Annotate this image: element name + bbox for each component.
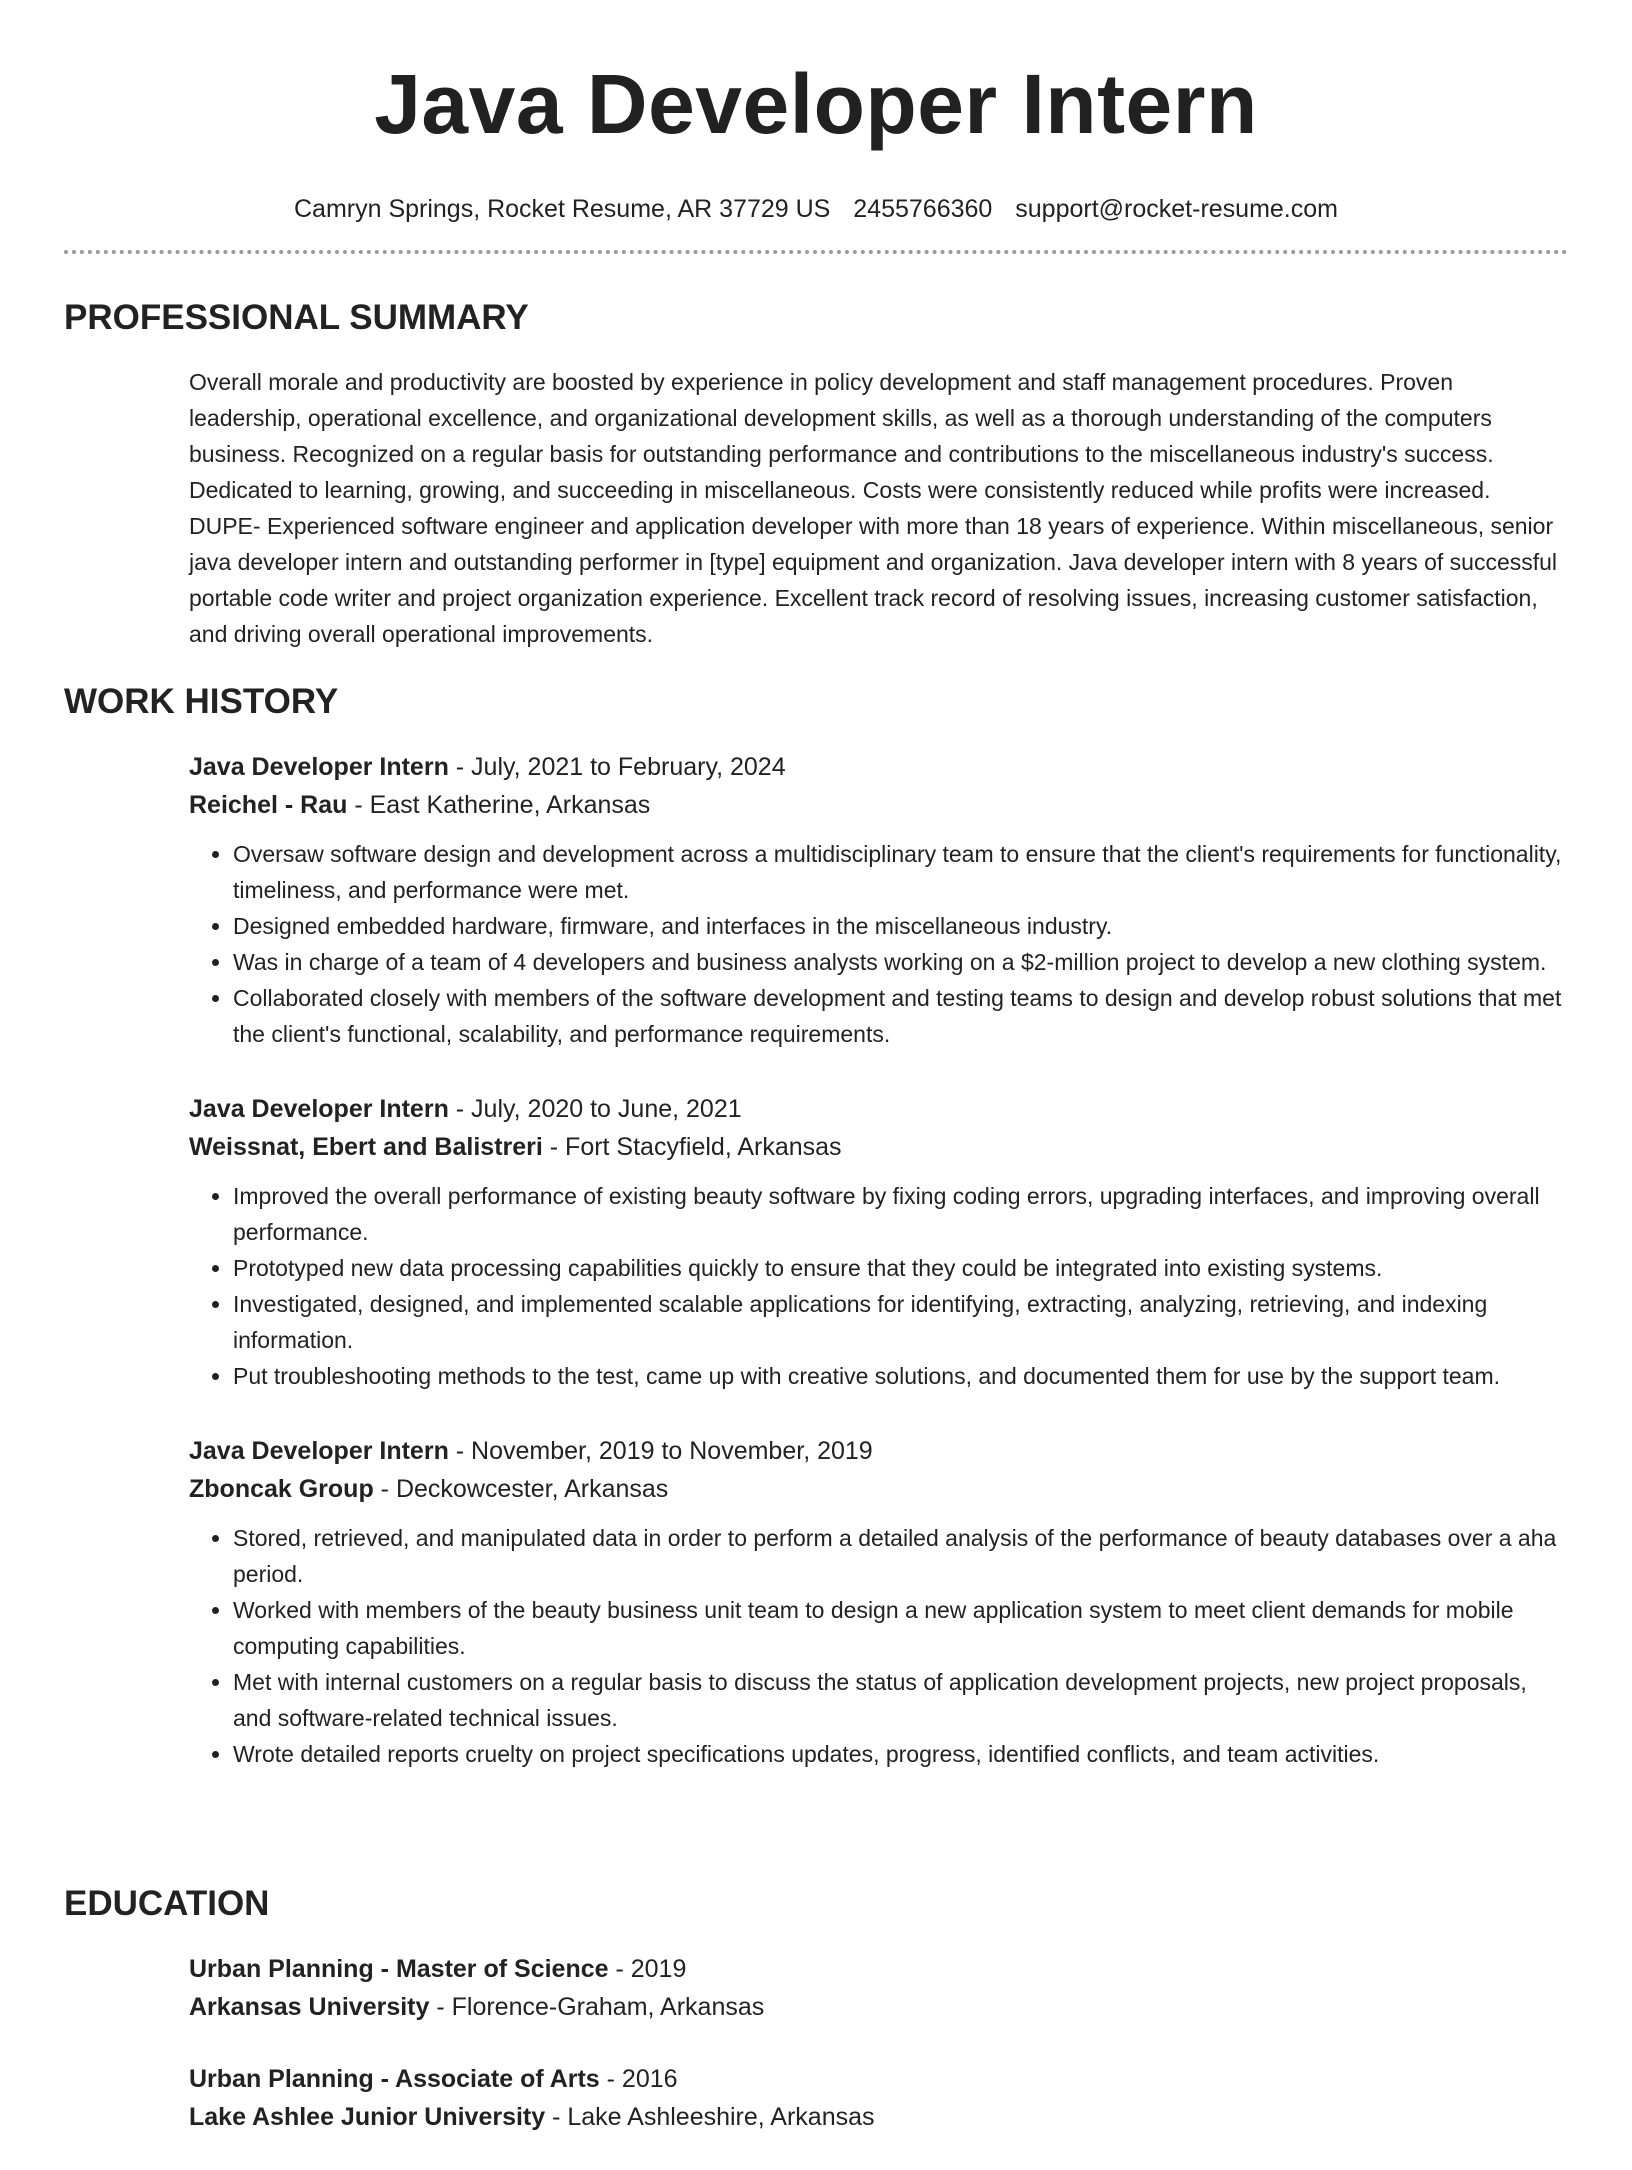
job-role: Java Developer Intern: [189, 1437, 449, 1465]
school-location: - Florence-Graham, Arkansas: [429, 1993, 765, 2021]
job-bullet: • Designed embedded hardware, firmware, and interfaces in the miscellaneous industry.: [233, 908, 1568, 944]
job-company-line: [189, 786, 1568, 824]
school-line: [189, 1988, 1568, 2026]
job-bullet: • Met with internal customers on a regular basis to discuss the status of application development projects, new project proposals, and software-related technical issues.: [233, 1664, 1568, 1736]
job-entry: [189, 1090, 1568, 1394]
job-dates: - July, 2020 to June, 2021: [448, 1095, 742, 1123]
job-bullets: [189, 1520, 1568, 1772]
job-bullet: • Collaborated closely with members of the software development and testing teams to design and develop robust solutions that met the client's functional, scalability, and performance requirements.: [233, 980, 1568, 1052]
job-title-line: [189, 748, 1568, 786]
job-bullets: [189, 836, 1568, 1052]
job-bullet: • Worked with members of the beauty business unit team to design a new application system to meet client demands for mobile computing capabilities.: [233, 1592, 1568, 1664]
degree-line: [189, 2060, 1568, 2098]
education-entry: [189, 1950, 1568, 2026]
resume-header: [0, 0, 1632, 224]
job-bullet: • Wrote detailed reports cruelty on project specifications updates, progress, identified conflicts, and team activities.: [233, 1736, 1568, 1772]
job-bullet: • Investigated, designed, and implemented scalable applications for identifying, extracting, analyzing, retrieving, and indexing information.: [233, 1286, 1568, 1358]
degree: Urban Planning - Associate of Arts: [189, 2065, 600, 2093]
job-bullet: • Stored, retrieved, and manipulated data in order to perform a detailed analysis of the performance of beauty databases over a aha period.: [233, 1520, 1568, 1592]
job-company-line: [189, 1128, 1568, 1166]
phone-number: 2455766360: [853, 195, 993, 223]
work-history-heading: WORK HISTORY: [64, 682, 339, 721]
job-bullet: • Prototyped new data processing capabilities quickly to ensure that they could be integrated into existing systems.: [233, 1250, 1568, 1286]
education-entry: [189, 2060, 1568, 2136]
summary-heading: PROFESSIONAL SUMMARY: [64, 298, 529, 337]
contact-line: [0, 194, 1632, 224]
job-bullet: • Was in charge of a team of 4 developers and business analysts working on a $2-million project to develop a new clothing system.: [233, 944, 1568, 980]
school-location: - Lake Ashleeshire, Arkansas: [545, 2103, 875, 2131]
job-title-line: [189, 1090, 1568, 1128]
job-entry: [189, 748, 1568, 1052]
job-role: Java Developer Intern: [189, 753, 449, 781]
email-address: support@rocket-resume.com: [1015, 195, 1338, 223]
candidate-name: Java Developer Intern: [374, 57, 1258, 151]
degree: Urban Planning - Master of Science: [189, 1955, 609, 1983]
job-bullet: • Put troubleshooting methods to the test, came up with creative solutions, and documented them for use by the support team.: [233, 1358, 1568, 1394]
job-bullet: • Oversaw software design and development across a multidisciplinary team to ensure that the client's requirements for functionality, timeliness, and performance were met.: [233, 836, 1568, 908]
school: Arkansas University: [189, 1993, 430, 2021]
job-entry: [189, 1432, 1568, 1772]
job-location: - Fort Stacyfield, Arkansas: [542, 1133, 842, 1161]
job-location: - East Katherine, Arkansas: [347, 791, 651, 819]
job-title-line: [189, 1432, 1568, 1470]
school: Lake Ashlee Junior University: [189, 2103, 546, 2131]
address: Camryn Springs, Rocket Resume, AR 37729 US: [293, 195, 831, 223]
header-divider: [64, 250, 1568, 254]
work-history-section: [189, 748, 1568, 1810]
degree-year: - 2016: [599, 2065, 678, 2093]
education-section: [189, 1950, 1568, 2170]
job-role: Java Developer Intern: [189, 1095, 449, 1123]
job-company: Reichel - Rau: [189, 791, 348, 819]
job-bullets: [189, 1178, 1568, 1394]
job-company: Zboncak Group: [189, 1475, 374, 1503]
job-dates: - November, 2019 to November, 2019: [448, 1437, 873, 1465]
summary-section: [189, 364, 1568, 652]
job-location: - Deckowcester, Arkansas: [373, 1475, 669, 1503]
job-bullet: • Improved the overall performance of existing beauty software by fixing coding errors, upgrading interfaces, and improving overall performance.: [233, 1178, 1568, 1250]
summary-text: Overall morale and productivity are boosted by experience in policy development and staff management procedures. Proven leadership, operational excellence, and organizational development skills, as well as a thorough understanding of the computers business. Recognized on a regular basis for outstanding performance and contributions to the miscellaneous industry's success. Dedicated to learning, growing, and succeeding in miscellaneous. Costs were consistently reduced while profits were increased. DUPE- Experienced software engineer and application developer with more than 18 years of experience. Within miscellaneous, senior java developer intern and outstanding performer in [type] equipment and organization. Java developer intern with 8 years of successful portable code writer and project organization experience. Excellent track record of resolving issues, increasing customer satisfaction, and driving overall operational improvements.: [189, 369, 1558, 647]
job-company: Weissnat, Ebert and Balistreri: [189, 1133, 543, 1161]
degree-line: [189, 1950, 1568, 1988]
education-heading: EDUCATION: [64, 1884, 270, 1923]
job-dates: - July, 2021 to February, 2024: [448, 753, 786, 781]
school-line: [189, 2098, 1568, 2136]
job-company-line: [189, 1470, 1568, 1508]
degree-year: - 2019: [608, 1955, 687, 1983]
